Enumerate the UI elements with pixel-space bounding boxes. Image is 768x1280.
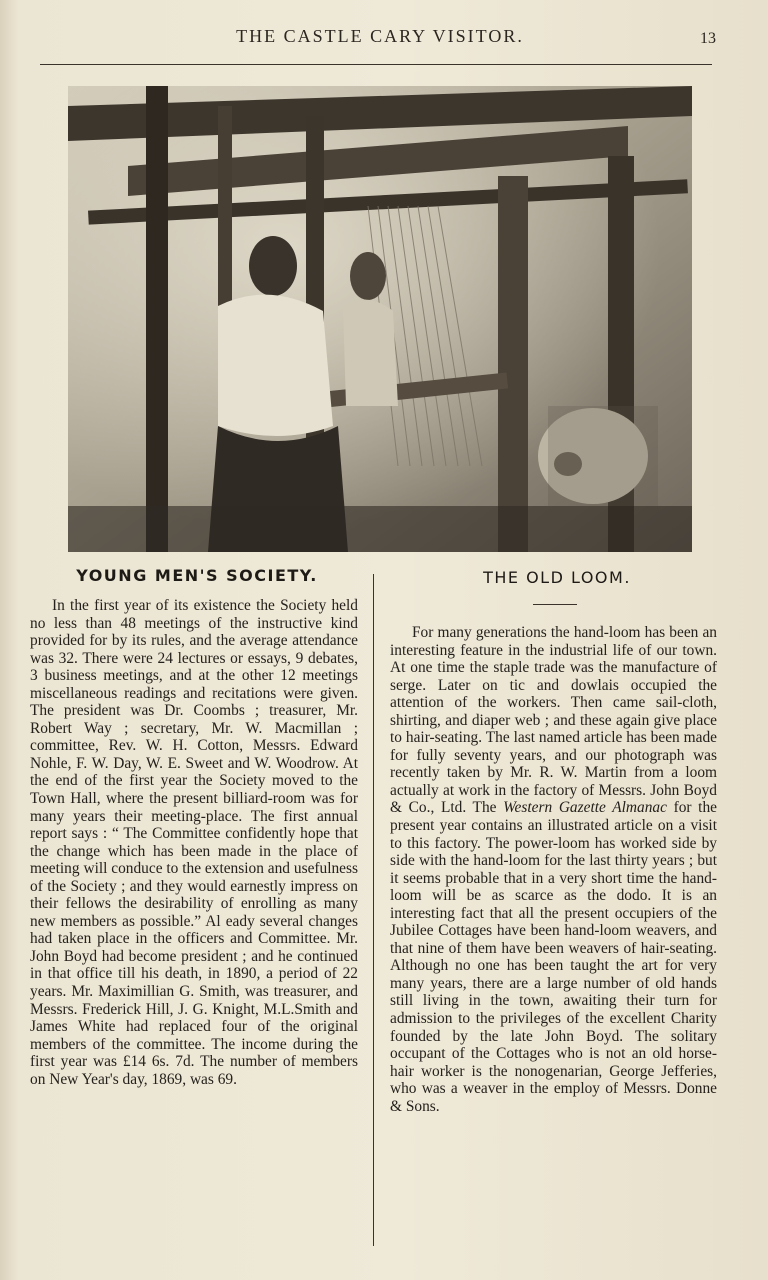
old-loom-text-part-2: for the present year contains an illustrated article on a visit to this factory. The power-loom has worked side by side with the hand-loom for the last thirty years ; but it seems probable that in a very short time the hand-loom will be as scarce as the dodo. It is an interesting fact that all the present occupiers of the Jubilee Cottages have been hand-loom weavers, and that nine of them have been weavers of hair-seating. Although no one has been taught the art for very many years, there are a large number of old hands still living in the town, awaiting their turn for admission to the privileges of the excellent Charity founded by the late John Boyd. The solitary occupant of the Cottages who is not an old horse-hair worker is the nonogenarian, George Jefferies, who was a weaver in the employ of Messrs. Donne & Sons.: [390, 799, 717, 1115]
page-number: 13: [700, 30, 716, 47]
old-loom-text-part-1: For many generations the hand-loom has been an interesting feature in the industrial life of our town. At one time the staple trade was the manufacture of serge. Later on tic and dowlais occupied the attention of the workers. Then came sail-cloth, shirting, and diaper web ; and these again give place to hair-seating. The last named article has been made for fully seventy years, and our photograph was recently taken by Mr. R. W. Martin from a loom actually at work in the factory of Messrs. John Boyd & Co., Ltd. The: [390, 624, 717, 817]
young-mens-society-text: In the first year of its existence the Society held no less than 48 meetings of the instructive kind provided for by its rules, and the average attendance was 32. There were 24 lectures or essays, 9 debates, 3 business meetings, and at the other 12 meetings miscellaneous readings and recitations were given. The president was Dr. Coombs ; treasurer, Mr. Robert Way ; secretary, Mr. W. Macmillan ; committee, Rev. W. H. Cotton, Messrs. Edward Nohle, F. W. Day, W. E. Sweet and W. Woodrow. At the end of the first year the Society moved to the Town Hall, where the present billiard-room was for many years their meeting-place. The first annual report says : “ The Committee confidently hope that the change which has been made in the place of meeting will conduce to the extension and usefulness of the Society ; and they would earnestly impress on their fellows the desirability of enrolling as many new members as possible.” Al eady several changes had taken place in the officers and Committee. Mr. John Boyd had become president ; and he continued in that office till his death, in 1890, a period of 22 years. Mr. Maximillian G. Smith, was treasurer, and Messrs. Frederick Hill, J. G. Knight, M.L.Smith and James White had replaced four of the original members of the committee. The income during the first year was £14 6s. 7d. The number of members on New Year's day, 1869, was 69.: [30, 597, 358, 1088]
header-rule: [40, 64, 712, 65]
heading-old-loom: THE OLD LOOM.: [483, 568, 631, 587]
almanac-title: Western Gazette Almanac: [503, 799, 667, 817]
loom-photograph: [68, 86, 692, 552]
old-loom-text: [390, 624, 717, 1115]
heading-underline-rule: [533, 604, 577, 605]
heading-young-mens-society: YOUNG MEN'S SOCIETY.: [76, 566, 318, 585]
running-head-title: THE CASTLE CARY VISITOR.: [236, 26, 524, 46]
column-divider: [373, 574, 374, 1246]
